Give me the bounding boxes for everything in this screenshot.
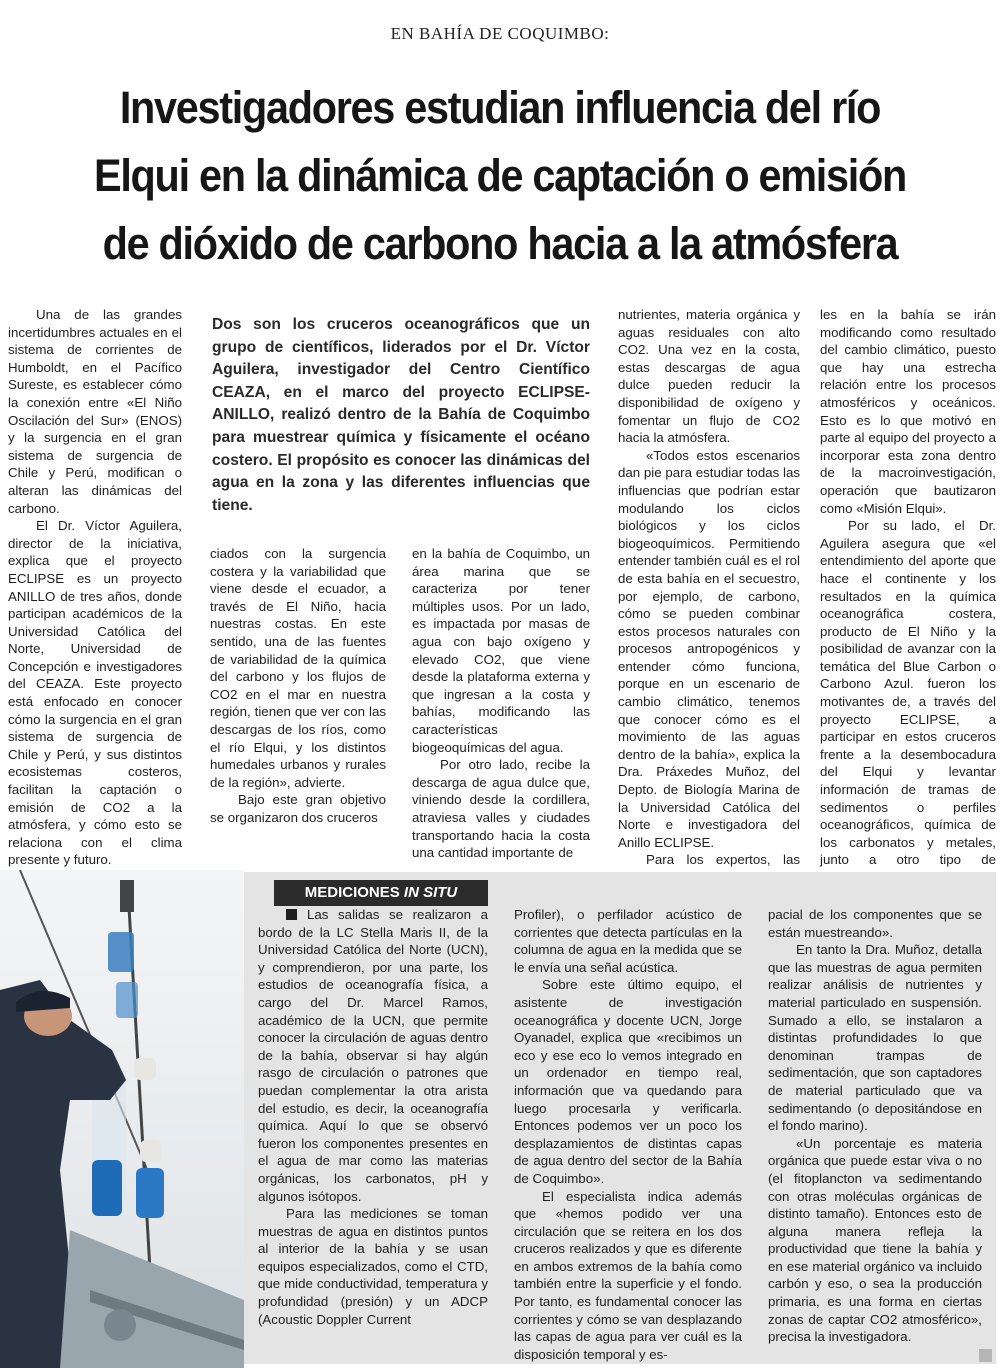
sidebar-title-italic: IN SITU <box>403 884 458 901</box>
bullet-square-icon <box>286 909 297 920</box>
sample-bottle-blue-1 <box>92 1160 122 1216</box>
paragraph: Para los expertos, las <box>646 852 800 868</box>
paragraph-text: Las salidas se realizaron a bordo de la LC Stella Maris II, de la Universidad Católica del Norte (UCN), y comprendieron, por una parte, los estudios de oceanografía física, a cargo del Dr. Marcel Ramos, académico de la UCN, que permite conocer la circulación de aguas dentro de la bahía, observar si hay algún rasgo de circulación o patrones que puedan complementar la otra arista del estudio, es decir, la oceanografía química. Aquí lo que se observó fueron los componentes presentes en el agua de mar como las materias orgánicas, los carbonatos, pH y algunos isótopos. <box>258 907 488 1204</box>
paragraph: Profiler), o perfilador acústico de corrientes que detecta partículas en la columna de agua en la medida que se le envía una señal acústica. <box>514 907 742 975</box>
winch <box>104 1309 136 1341</box>
paragraph: El Dr. Víctor Aguilera, director de la iniciativa, explica que el proyecto ECLIPSE es un proyecto ANILLO de tres años, donde participan académicos de la Universidad Católica del Norte, Universidad de Concepción e investigadores del CEAZA. Este proyecto está enfocado en conocer cómo la surgencia en el gran sistema de surgencia de Chile y Perú, y sus distintos ecosistemas costeros, facilitan la captación o emisión de CO2 a la atmósfera, y cómo esto se relaciona con el clima presente y futuro. <box>8 518 182 868</box>
article-column-1 <box>8 306 182 868</box>
paragraph: Sobre este último equipo, el asistente de investigación oceanográfica y docente UCN, Jorge Oyanadel, explica que «recibimos un eco y ese eco lo vemos integrado en un ordenador en tiempo real, información que va quedando para luego procesarla y verificarla. Entonces podemos ver un poco los desplazamientos de distintas capas de agua dentro del sector de la Bahía de Coquimbo». <box>514 977 742 1186</box>
sidebar-column-3 <box>768 906 982 1356</box>
glove-upper <box>134 1058 156 1080</box>
paragraph: Por otro lado, recibe la descarga de agua dulce que, viniendo desde la cordillera, atraviesa valles y ciudades transportando hacia la costa una cantidad importante de <box>412 757 590 861</box>
lead-paragraph: Dos son los cruceros oceanográficos que un grupo de científicos, liderados por el Dr. Víctor Aguilera, investigador del Centro Científico CEAZA, en el marco del proyecto ECLIPSE-ANILLO, realizó dentro de la Bahía de Coquimbo para muestrear química y físicamente el océano costero. El propósito es conocer las dinámicas del agua en la zona y las diferentes influencias que tiene. <box>212 316 590 514</box>
sample-bottle-middle <box>116 982 138 1018</box>
sample-bottle-blue-2 <box>136 1168 164 1218</box>
section-kicker: EN BAHÍA DE COQUIMBO: <box>390 24 610 43</box>
article-column-5 <box>820 306 996 868</box>
article-column-3 <box>412 545 590 861</box>
sidebar-title <box>274 880 488 906</box>
headline-line-1: Investigadores estudian influencia del río <box>119 82 881 133</box>
sidebar-box <box>244 872 996 1364</box>
article-column-4 <box>618 306 800 868</box>
paragraph: ciados con la surgencia costera y la variabilidad que viene desde el ecuador, a través de El Niño, hacia nuestras costas. En este sentido, una de las fuentes de variabilidad de la química del carbono y los flujos de CO2 en el mar en nuestra región, tienen que ver con las descargas de los ríos, como el río Elqui, y los distintos humedales urbanos y rurales de la región», advierte. <box>210 546 386 790</box>
headline-line-3: de dióxido de carbono hacia a la atmósfera <box>102 218 898 269</box>
paragraph <box>258 906 488 1205</box>
paragraph: Una de las grandes incertidumbres actuales en el sistema de corrientes de Humboldt, en el Pacífico Sureste, es establecer cómo la conexión entre «El Niño Oscilación del Sur» (ENOS) y la surgencia en el gran sistema de surgencia de Chile y Perú, modifican o alteran las dinámicas del carbono. <box>8 307 182 516</box>
paragraph: En tanto la Dra. Muñoz, detalla que las muestras de agua permiten realizar análisis de nutrientes y material particulado en suspensión. Sumado a ello, se instalaron a distintas profundidades lo que denominan trampas de sedimentación, que son captadores de material particulado que va sedimentando (o depositándose en el fondo marino). <box>768 942 982 1134</box>
paragraph: pacial de los componentes que se están muestreando». <box>768 907 982 940</box>
sidebar-column-2 <box>514 906 742 1362</box>
headline <box>58 74 941 278</box>
headline-line-2: Elqui en la dinámica de captación o emisión <box>94 150 906 201</box>
paragraph: nutrientes, materia orgánica y aguas residuales con alto CO2. Una vez en la costa, estas descargas de agua dulce pueden reducir la disponibilidad de oxígeno y fomentar un flujo de CO2 hacia la atmósfera. <box>618 307 800 446</box>
pole-top <box>120 880 134 912</box>
paragraph: «Todos estos escenarios dan pie para estudiar todas las influencias que podrían estar modulando los ciclos biológicos y los ciclos biogeoquímicos. Permitiendo entender también cuál es el rol de esta bahía en el secuestro, por ejemplo, de carbono, cómo se pueden combinar estos procesos naturales con procesos antropogénicos y entender cómo funciona, porque en un escenario de cambio climático, tenemos que conocer cómo es el movimiento de las aguas dentro de la bahía», explica la Dra. Práxedes Muñoz, del Depto. de Biología Marina de la Universidad Católica del Norte e investigadora del Anillo ECLIPSE. <box>618 447 800 850</box>
paragraph: Para las mediciones se toman muestras de agua en distintos puntos al interior de la bahía y se usan equipos especializados, como el CTD, que mide conductividad, temperatura y profundidad (presión) y un ADCP (Acoustic Doppler Current <box>258 1206 488 1327</box>
paragraph: les en la bahía se irán modificando como resultado del cambio climático, puesto que hay una estrecha relación entre los procesos atmosféricos y oceánicos. Esto es lo que motivó en parte al equipo del proyecto a incorporar esta zona dentro de la macroinvestigación, operación que bautizaron como «Misión Elqui». <box>820 307 996 516</box>
paragraph: El especialista indica además que «hemos podido ver una circulación que se reitera en los dos cruceros realizados y que es diferente en ambos extremos de la bahía como también entre la superficie y el fondo. Por tanto, es fundamental conocer las corrientes y cómo se van desplazando las capas de agua para ver cuál es la disposición temporal y es- <box>514 1188 742 1362</box>
paragraph: «Un porcentaje es materia orgánica que puede estar viva o no (el fitoplancton va sedimentando con otras moléculas orgánicas de distinto tamaño). Entonces esto de alguna manera refleja la productividad que tiene la bahía y en ese material orgánico va incluido carbón y eso, o sea la producción primaria, es una forma en ciertas zonas de captar CO2 atmosférico», precisa la investigadora. <box>768 1135 982 1345</box>
paragraph: en la bahía de Coquimbo, un área marina que se caracteriza por tener múltiples usos. Por un lado, es impactada por masas de agua con bajo oxígeno y elevado CO2, que viene desde la plataforma externa y que ingresan a la costa y bahías, modificando las características biogeoquímicas del agua. <box>412 546 590 755</box>
sidebar-column-1 <box>258 906 488 1356</box>
researcher-photo-illustration <box>0 870 244 1368</box>
sidebar-title-regular: MEDICIONES <box>304 884 404 901</box>
article-column-2 <box>210 545 386 845</box>
paragraph: Por su lado, el Dr. Aguilera asegura que «el entendimiento del aporte que hace el continente y los resultados en la química oceanográfica costera, producto de El Niño y la posibilidad de avanzar con la temática del Blue Carbon o Carbono Azul. fueron los motivantes de, a través del proyecto ECLIPSE, a participar en estos cruceros frente a la desembocadura del Elqui y levantar información de tramas de sedimentos o perfiles oceanográficos, química de los carbonatos y metales, junto a otro tipo de <box>820 518 996 868</box>
end-mark-icon <box>979 1349 992 1362</box>
paragraph: Bajo este gran objetivo se organizaron dos cruceros <box>210 792 386 825</box>
researcher-photo <box>0 870 244 1368</box>
sample-bottle-top <box>108 932 134 972</box>
glove-lower <box>140 1140 162 1162</box>
